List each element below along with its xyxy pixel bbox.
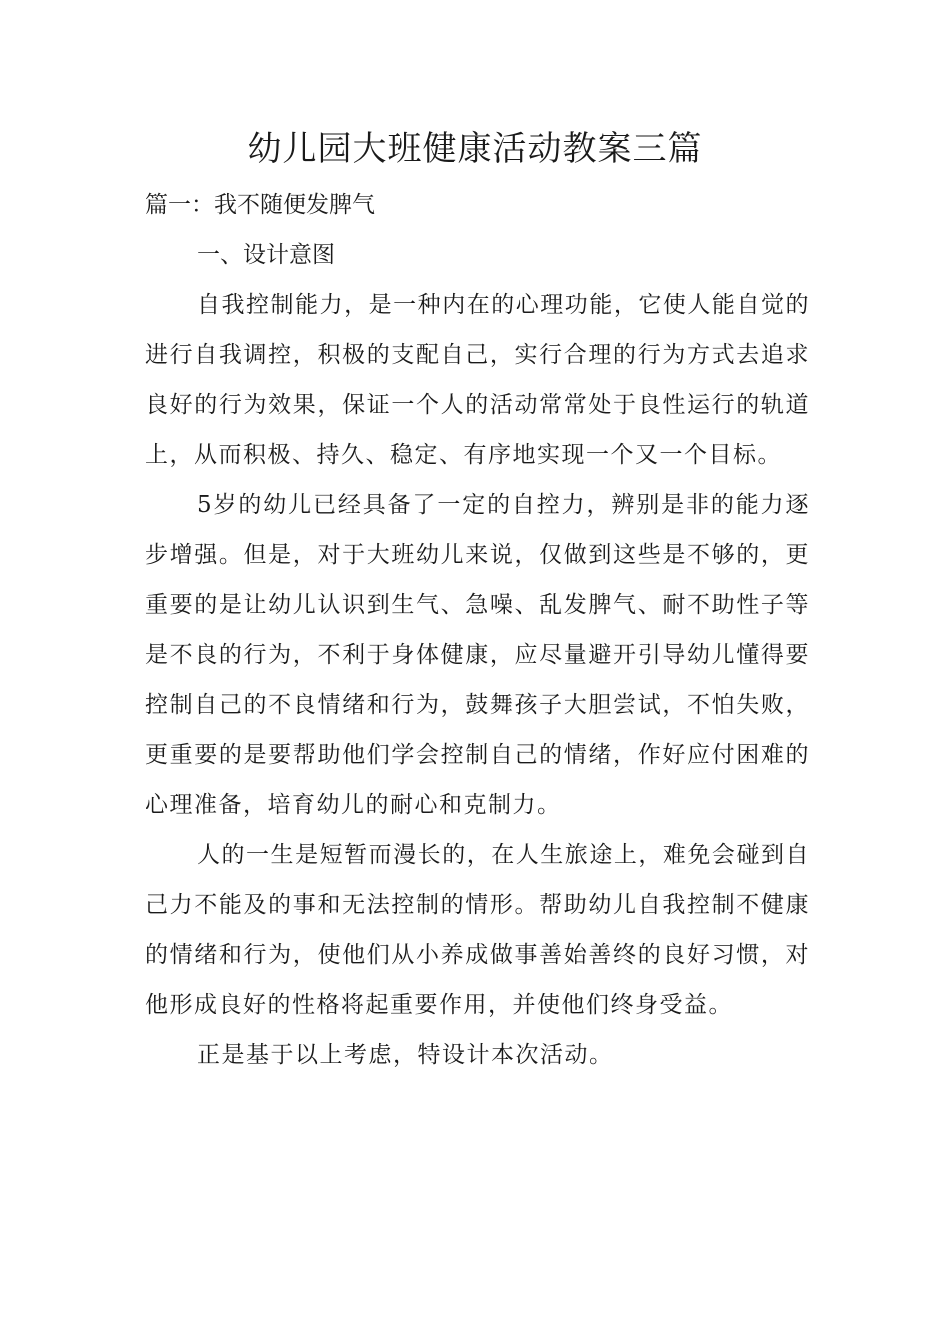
document-title: 幼儿园大班健康活动教案三篇 xyxy=(247,129,703,169)
document-body xyxy=(145,180,810,1080)
paragraph: 自我控制能力，是一种内在的心理功能，它使人能自觉的进行自我调控，积极的支配自己，实行合理的行为方式去追求良好的行为效果，保证一个人的活动常常处于良性运行的轨道上，从而积极、持久、稳定、有序地实现一个又一个目标。 xyxy=(145,292,810,468)
paragraph: 5岁的幼儿已经具备了一定的自控力，辨别是非的能力逐步增强。但是，对于大班幼儿来说，仅做到这些是不够的，更重要的是让幼儿认识到生气、急噪、乱发脾气、耐不助性子等是不良的行为，不利于身体健康，应尽量避开引导幼儿懂得要控制自己的不良情绪和行为，鼓舞孩子大胆尝试，不怕失败，更重要的是要帮助他们学会控制自己的情绪，作好应付困难的心理准备，培育幼儿的耐心和克制力。 xyxy=(145,492,810,818)
paragraph: 人的一生是短暂而漫长的，在人生旅途上，难免会碰到自己力不能及的事和无法控制的情形。帮助幼儿自我控制不健康的情绪和行为，使他们从小养成做事善始善终的良好习惯，对他形成良好的性格将起重要作用，并使他们终身受益。 xyxy=(145,842,810,1018)
paragraph: 正是基于以上考虑，特设计本次活动。 xyxy=(197,1042,614,1068)
article-title: 篇一：我不随便发脾气 xyxy=(145,192,375,218)
section-heading: 一、设计意图 xyxy=(197,242,335,268)
